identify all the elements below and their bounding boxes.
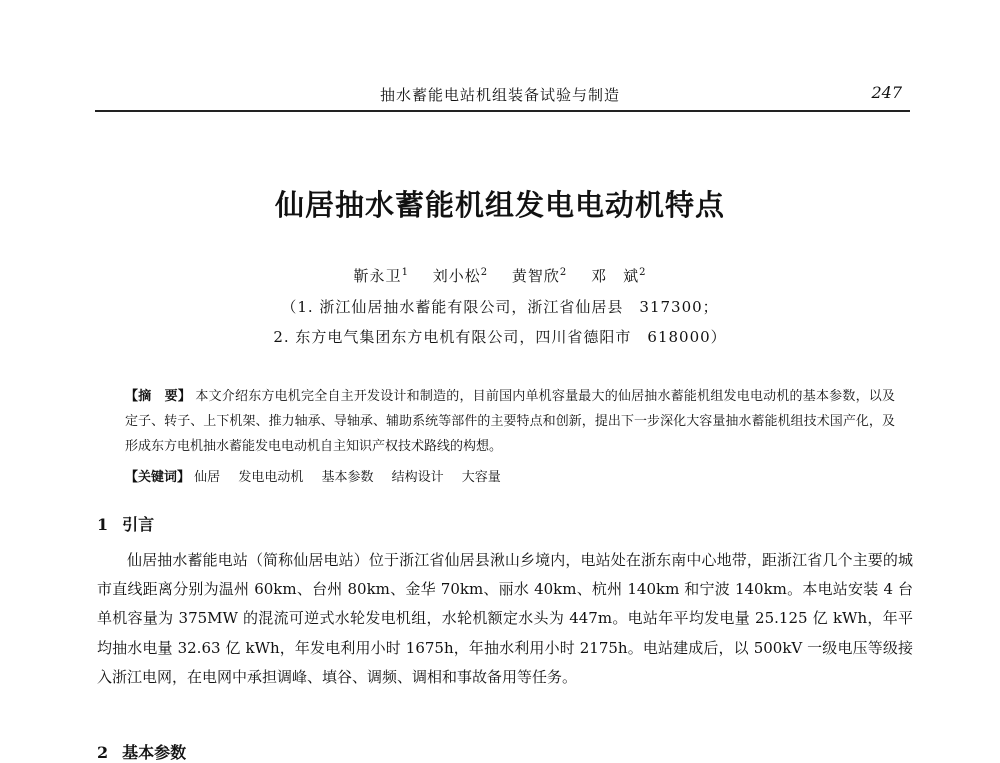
author — [433, 267, 488, 285]
affiliation-1: （1. 浙江仙居抽水蓄能有限公司，浙江省仙居县 317300； — [281, 298, 719, 316]
section-title: 基本参数 — [122, 743, 187, 762]
author-name: 靳永卫 — [353, 267, 402, 285]
author — [591, 267, 646, 285]
author-affil-mark: 2 — [480, 267, 489, 278]
author-affil-mark: 2 — [559, 267, 568, 278]
keyword: 仙居 — [194, 470, 221, 485]
keywords — [125, 466, 895, 485]
author-name: 黄智欣 — [511, 267, 560, 285]
header-rule — [95, 110, 910, 112]
article-title: 仙居抽水蓄能机组发电电动机特点 — [274, 188, 725, 222]
keyword: 结构设计 — [391, 470, 444, 485]
section-heading-basic-parameters — [97, 740, 186, 763]
journal-title: 抽水蓄能电站机组装备试验与制造 — [380, 86, 621, 104]
page-number: 247 — [871, 83, 902, 102]
introduction-paragraph: 仙居抽水蓄能电站（简称仙居电站）位于浙江省仙居县湫山乡境内，电站处在浙东南中心地带，距浙江省几个主要的城市直线距离分别为温州 60km、台州 80km、金华 70km、丽水 40km、杭州 140km 和宁波 140km。本电站安装 4 台单机容量为 375MW 的混流可逆式水轮发电机组，水轮机额定水头为 447m。电站年平均发电量 25.125 亿 kWh，年平均抽水电量 32.63 亿 kWh，年发电利用小时 1675h，年抽水利用小时 2175h。电站建成后，以 500kV 一级电压等级接入浙江电网，在电网中承担调峰、填谷、调频、调相和事故备用等任务。 — [97, 551, 913, 686]
affiliation-2: 2. 东方电气集团东方电机有限公司，四川省德阳市 618000） — [273, 328, 727, 346]
running-header — [95, 82, 910, 108]
keywords-label: 【关键词】 — [125, 470, 191, 485]
author-name: 邓 斌 — [591, 267, 640, 285]
keyword: 大容量 — [461, 470, 501, 485]
section-heading-introduction — [97, 512, 154, 535]
section-title: 引言 — [122, 515, 155, 534]
author — [512, 267, 567, 285]
abstract-text: 本文介绍东方电机完全自主开发设计和制造的，目前国内单机容量最大的仙居抽水蓄能机组发电电动机的基本参数，以及定子、转子、上下机架、推力轴承、导轴承、辅助系统等部件的主要特点和创新，提出下一步深化大容量抽水蓄能机组技术国产化，及形成东方电机抽水蓄能发电电动机自主知识产权技术路线的构想。 — [125, 389, 895, 454]
section-number: 2 — [97, 743, 109, 762]
author-affil-mark: 2 — [639, 267, 647, 278]
author-list — [0, 265, 1000, 286]
author-name: 刘小松 — [432, 267, 481, 285]
author — [354, 267, 409, 285]
abstract — [125, 384, 895, 459]
keyword: 基本参数 — [321, 470, 374, 485]
section-number: 1 — [97, 515, 109, 534]
keyword: 发电电动机 — [238, 470, 304, 485]
abstract-label: 【摘 要】 — [125, 389, 192, 404]
author-affil-mark: 1 — [401, 267, 409, 278]
